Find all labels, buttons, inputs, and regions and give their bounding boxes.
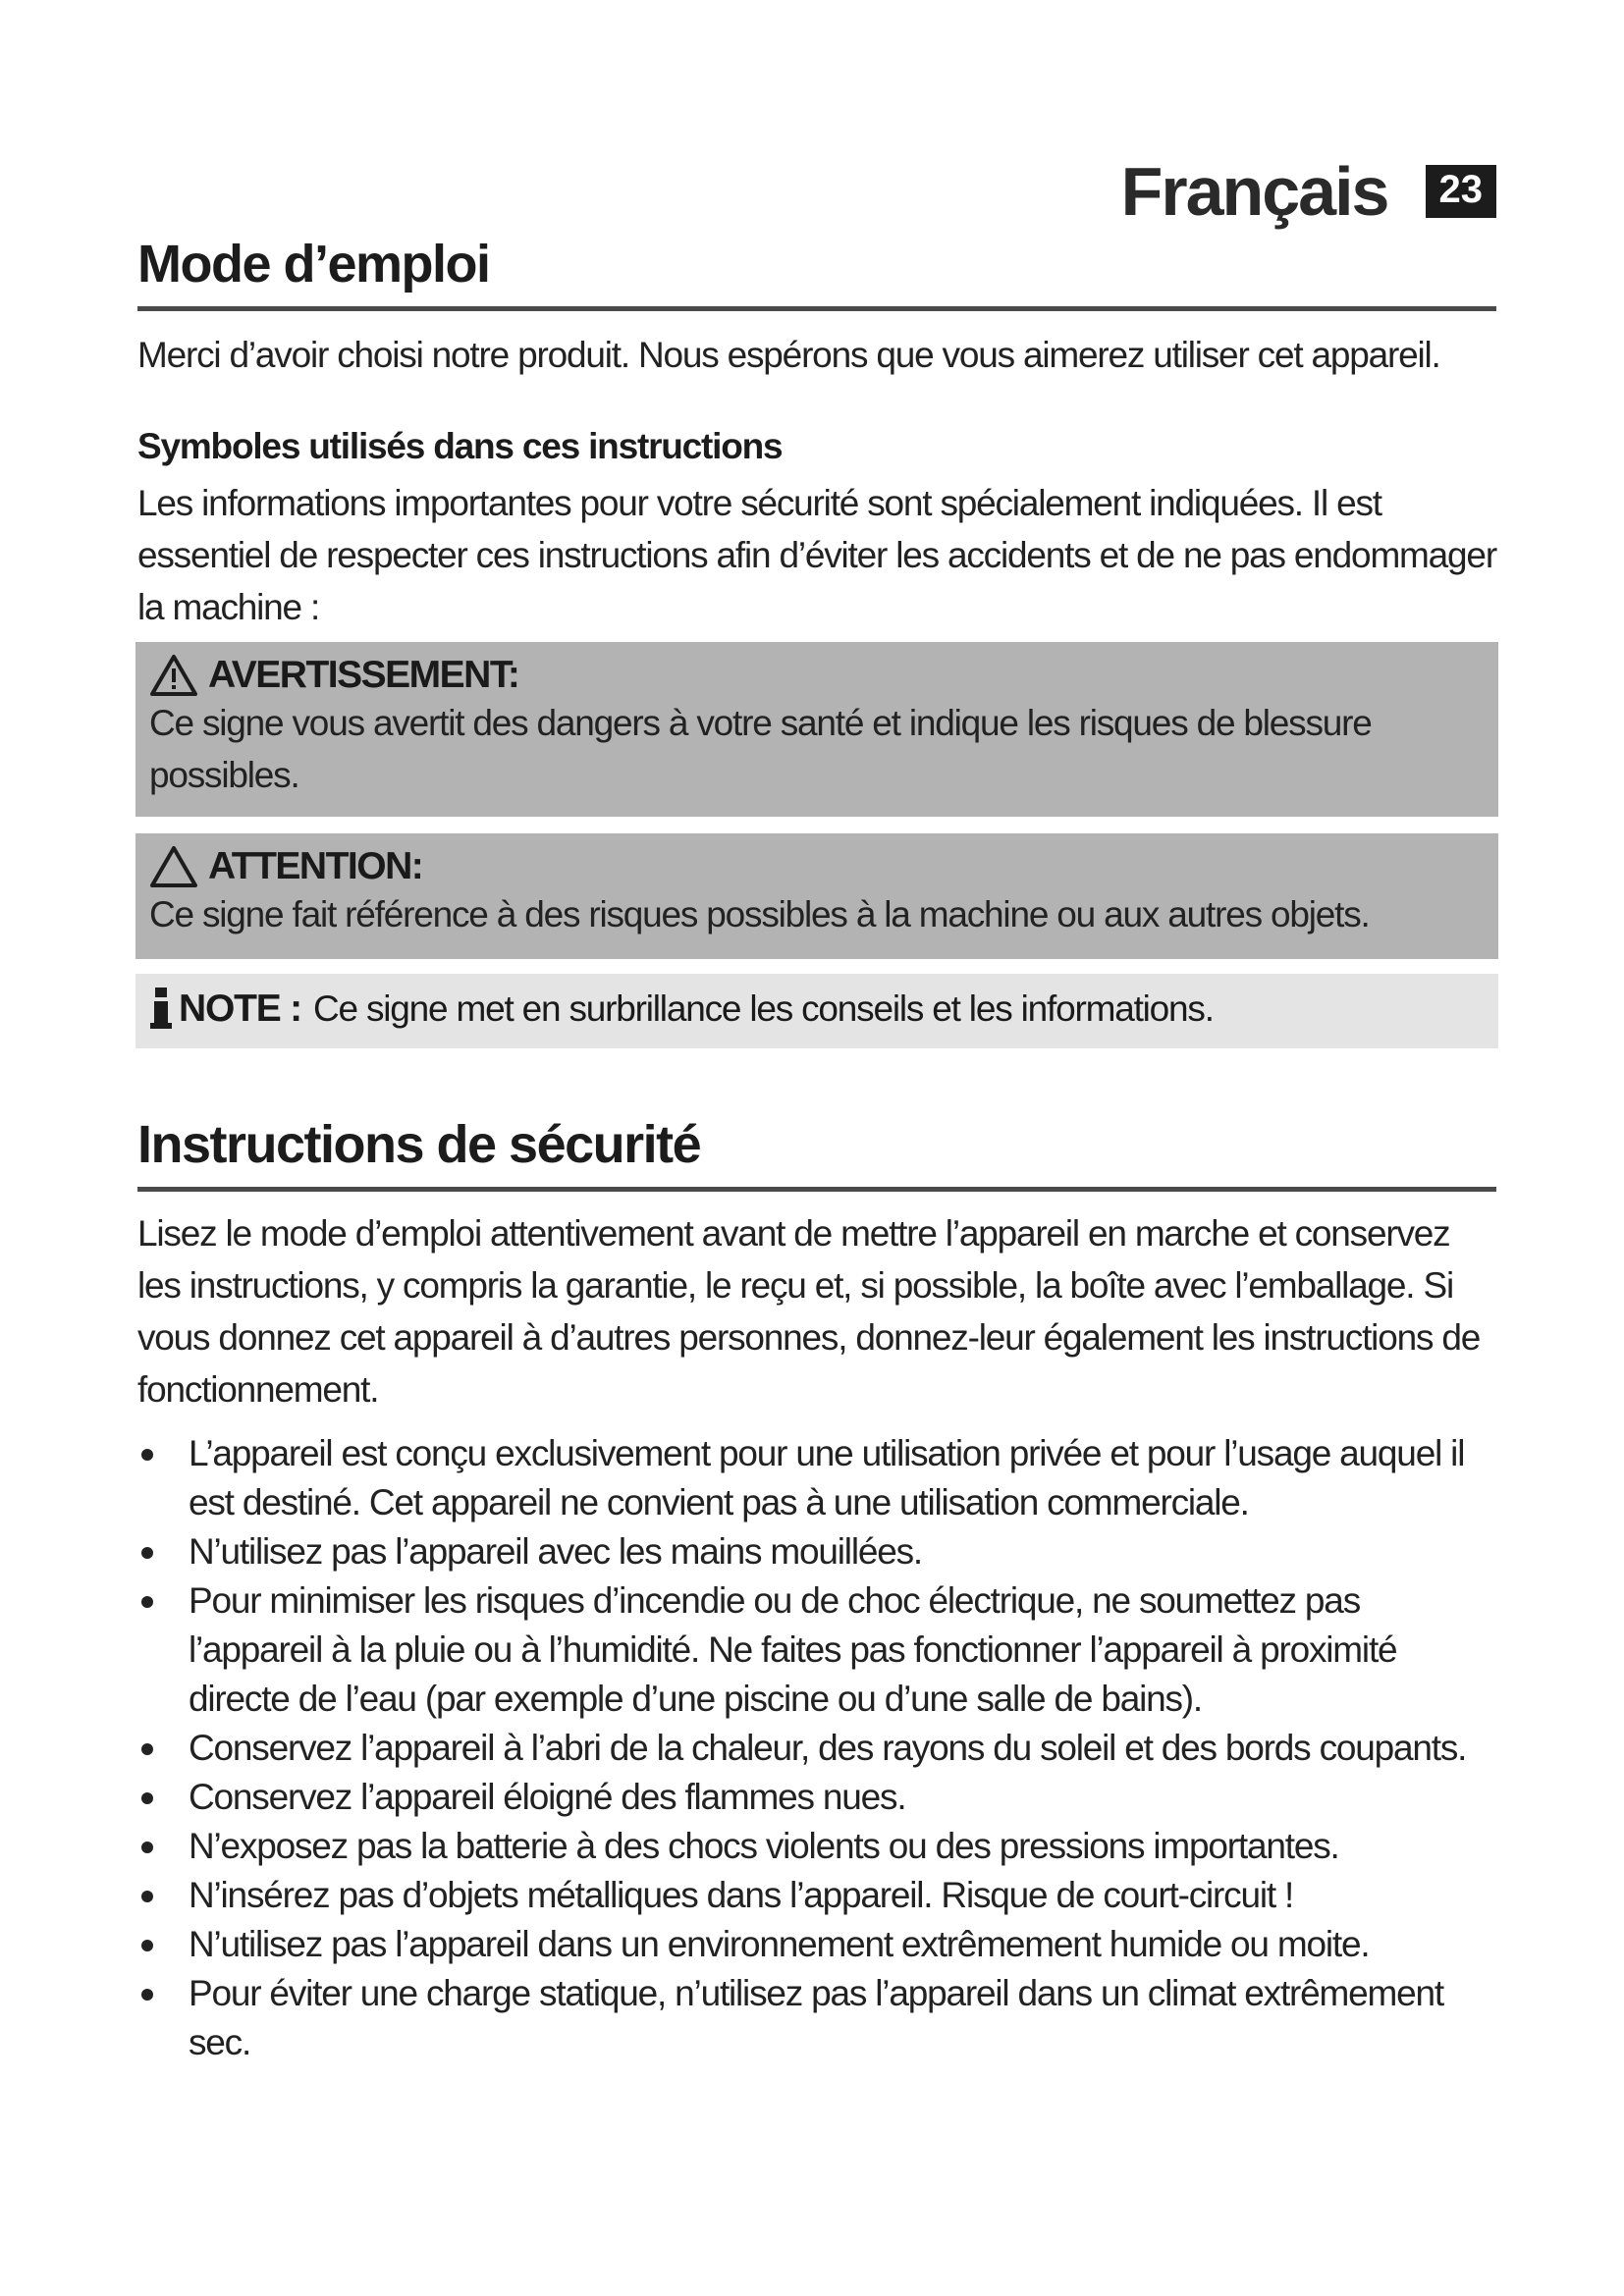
mode-emploi-intro: Merci d’avoir choisi notre produit. Nous espérons que vous aimerez utiliser cet appareil. xyxy=(137,335,1440,375)
bullet-icon xyxy=(141,1940,153,1951)
bullet-icon xyxy=(141,1743,153,1755)
warning-box xyxy=(135,642,1498,817)
symbols-heading: Symboles utilisés dans ces instructions xyxy=(137,426,783,466)
bullet-icon xyxy=(141,1989,153,2001)
mode-emploi-heading: Mode d’emploi xyxy=(137,234,1496,311)
caution-triangle-icon xyxy=(149,845,198,888)
bullet-icon xyxy=(141,1842,153,1853)
bullet-icon xyxy=(141,1449,153,1461)
safety-section xyxy=(137,1114,1496,2067)
safety-list xyxy=(137,1429,1496,2067)
note-label: NOTE : xyxy=(179,988,301,1030)
list-item: N’insérez pas d’objets métalliques dans l’appareil. Risque de court-circuit ! xyxy=(137,1871,1496,1920)
page-number: 23 xyxy=(1426,165,1497,218)
list-item: N’exposez pas la batterie à des chocs violents ou des pressions importantes. xyxy=(137,1822,1496,1871)
bullet-icon xyxy=(141,1792,153,1804)
attention-text: Ce signe fait référence à des risques possibles à la machine ou aux autres objets. xyxy=(149,894,1370,934)
note-text: Ce signe met en surbrillance les conseils et les informations. xyxy=(312,988,1214,1029)
attention-box xyxy=(135,833,1498,959)
safety-intro: Lisez le mode d’emploi attentivement avant de mettre l’appareil en marche et conservez les instructions, y compris la garantie, le reçu et, si possible, la boîte avec l’emballage. Si vous donnez cet appareil à d’autres personnes, donnez-leur également les instructions de fonctionnement. xyxy=(137,1213,1481,1410)
mode-emploi-section xyxy=(137,234,1496,633)
list-item: Pour éviter une charge statique, n’utilisez pas l’appareil dans un climat extrêmement sec. xyxy=(137,1969,1496,2067)
language-title: Français xyxy=(1120,153,1388,230)
symbols-text: Les informations importantes pour votre sécurité sont spécialement indiquées. Il est essentiel de respecter ces instructions afin d’éviter les accidents et de ne pas endommager la machine : xyxy=(137,483,1496,627)
list-item: Conservez l’appareil éloigné des flammes nues. xyxy=(137,1773,1496,1822)
bullet-icon xyxy=(141,1547,153,1559)
attention-title: ATTENTION: xyxy=(208,845,423,887)
list-item: N’utilisez pas l’appareil avec les mains mouillées. xyxy=(137,1527,1496,1576)
info-icon xyxy=(149,988,173,1031)
warning-title: AVERTISSEMENT: xyxy=(208,654,519,696)
warning-text: Ce signe vous avertit des dangers à votre santé et indique les risques de blessure possibles. xyxy=(149,703,1372,795)
list-item: Pour minimiser les risques d’incendie ou de choc électrique, ne soumettez pas l’appareil à la pluie ou à l’humidité. Ne faites pas fonctionner l’appareil à proximité directe de l’eau (par exemple d’une piscine ou d’une salle de bains). xyxy=(137,1576,1496,1724)
list-item: N’utilisez pas l’appareil dans un environnement extrêmement humide ou moite. xyxy=(137,1920,1496,1969)
bullet-icon xyxy=(141,1596,153,1608)
warning-triangle-icon xyxy=(149,654,198,697)
list-item: Conservez l’appareil à l’abri de la chaleur, des rayons du soleil et des bords coupants. xyxy=(137,1724,1496,1773)
safety-heading: Instructions de sécurité xyxy=(137,1114,1496,1192)
bullet-icon xyxy=(141,1891,153,1902)
note-box xyxy=(135,974,1498,1048)
language-header xyxy=(1121,152,1496,231)
list-item: L’appareil est conçu exclusivement pour une utilisation privée et pour l’usage auquel il est destiné. Cet appareil ne convient pas à une utilisation commerciale. xyxy=(137,1429,1496,1527)
